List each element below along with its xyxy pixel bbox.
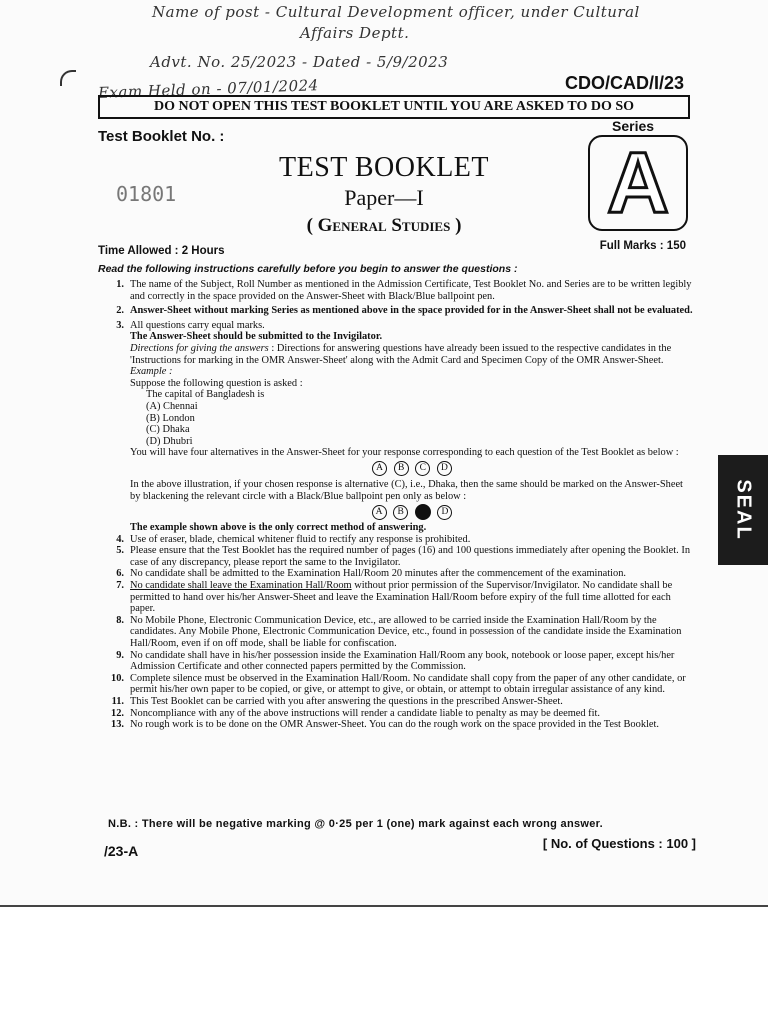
footer-code: /23-A — [104, 843, 139, 859]
example-question: The capital of Bangladesh is — [146, 389, 265, 401]
instruction-4: 4. Use of eraser, blade, chemical whitener fluid to rectify any response is prohibited. — [116, 533, 471, 545]
circle-d: D — [437, 461, 452, 476]
example-label: Example : — [130, 366, 173, 378]
seal-tab — [718, 455, 768, 565]
paper-name: Paper—I — [344, 185, 424, 210]
instruction-3: 3. All questions carry equal marks. — [116, 319, 265, 331]
instruction-3-submit: The Answer-Sheet should be submitted to the Invigilator. — [130, 331, 383, 343]
circle-b: B — [394, 461, 409, 476]
example-intro: Suppose the following question is asked : — [130, 377, 303, 389]
example-option-c: (C) Dhaka — [146, 424, 190, 436]
correct-method-note: The example shown above is the only correct method of answering. — [130, 522, 427, 534]
circle-a: A — [372, 461, 387, 476]
seal-label: SEAL — [732, 479, 755, 541]
handwritten-post-line1: Name of post - Cultural Development officer, under Cultural — [152, 3, 640, 21]
page-title: TEST BOOKLET — [278, 152, 490, 183]
circle-d-marked: D — [437, 505, 452, 520]
handwritten-post-line2: Affairs Deptt. — [300, 24, 410, 42]
number-of-questions: [ No. of Questions : 100 ] — [542, 836, 696, 851]
series-label: Series — [612, 118, 655, 134]
answer-circles-marked — [104, 504, 694, 520]
warning-banner: DO NOT OPEN THIS TEST BOOKLET UNTIL YOU ARE ASKED TO DO SO — [98, 95, 690, 119]
example-option-d: (D) Dhubri — [146, 435, 193, 447]
corner-mark — [60, 70, 76, 86]
handwritten-advt: Advt. No. 25/2023 - Dated - 5/9/2023 — [150, 53, 449, 71]
full-marks: Full Marks : 150 — [599, 240, 686, 252]
subject-name: ( General Studies ) — [306, 215, 462, 236]
circle-c: C — [415, 461, 430, 476]
instruction-6: 6. No candidate shall be admitted to the Examination Hall/Room 20 minutes after the commencement of the examination. — [116, 568, 627, 580]
instruction-5: 5. Please ensure that the Test Booklet has the required number of pages (16) and 100 questions immediately after opening the Booklet. In case of any discrepancy, please report the same to the Invigilator. — [116, 545, 691, 568]
instruction-3-directions: Directions for giving the answers : Directions for answering questions have already been issued to the respective candidates in the 'Instructions for marking in the OMR Answer-Sheet' along with the Admit Card and Specimen Copy of the OMR Answer-Sheet. — [130, 342, 672, 366]
handwritten-exam-date: Exam Held on - 07/01/2024 — [97, 76, 319, 102]
negative-marking-note: N.B. : There will be negative marking @ 0·25 per 1 (one) mark against each wrong answer. — [108, 818, 603, 830]
alternatives-text: You will have four alternatives in the Answer-Sheet for your response corresponding to each question of the Test Booklet as below : — [130, 447, 679, 459]
instruction-9: 9. No candidate shall have in his/her possession inside the Examination Hall/Room any book, notebook or loose paper, except his/her Admission Certificate and other connected papers permitted by the Commission. — [116, 649, 675, 673]
time-allowed: Time Allowed : 2 Hours — [98, 245, 225, 257]
circle-a-marked: A — [372, 505, 387, 520]
circle-b-marked: B — [393, 505, 408, 520]
example-option-a: (A) Chennai — [146, 400, 198, 412]
booklet-serial-number: 01801 — [116, 182, 177, 206]
instruction-2: 2. Answer-Sheet without marking Series as mentioned above in the space provided for in the Answer-Sheet shall not be evaluated. — [116, 305, 693, 317]
instruction-8: 8. No Mobile Phone, Electronic Communication Device, etc., are allowed to be carried inside the Examination Hall/Room by the candidates. Any Mobile Phone, Electronic Communication Device, etc., found in possession of the candidate inside the Examination Hall/Room, even if on off mode, shall be liable for confiscation. — [116, 614, 682, 650]
instruction-7: 7. No candidate shall leave the Examination Hall/Room without prior permission of the Supervisor/Invigilator. No candidate shall be permitted to hand over his/her Answer-Sheet and leave the Examination Hall/Room before expiry of the full time allotted for each paper. — [116, 580, 673, 615]
booklet-number-label: Test Booklet No. : — [98, 128, 225, 145]
instruction-1: 1. The name of the Subject, Roll Number as mentioned in the Admission Certificate, Test Booklet No. and Series are to be written legibly and correctly in the space provided on the Answer-Sheet with Black/Blue ballpoint pen. — [116, 279, 692, 302]
instruction-10: 10. Complete silence must be observed in the Examination Hall/Room. No candidate shall copy from the paper of any other candidate, or permit his/her own paper to be copied, or give, or attempt to give, or obtain, or attempt to obtain irregular assistance of any kind. — [111, 672, 686, 696]
example-option-b: (B) London — [146, 412, 195, 424]
answer-circles-blank — [104, 461, 694, 477]
series-letter: A — [606, 135, 670, 231]
instructions-list — [104, 279, 694, 731]
instruction-13: 13. No rough work is to be done on the OMR Answer-Sheet. You can do the rough work on the space provided in the Test Booklet. — [111, 719, 660, 731]
booklet-code: CDO/CAD/I/23 — [564, 73, 684, 93]
instruction-11: 11. This Test Booklet can be carried with you after answering the questions in the prescribed Answer-Sheet. — [111, 696, 563, 707]
instructions-intro: Read the following instructions carefully before you begin to answer the questions : — [98, 263, 518, 275]
instruction-12: 12. Noncompliance with any of the above instructions will render a candidate liable to penalty as may be deemed fit. — [111, 707, 601, 719]
circle-c-filled — [415, 504, 431, 520]
illustration-text: In the above illustration, if your chosen response is alternative (C), i.e., Dhaka, then the same should be marked on the Answer-Sheet by blackening the relevant circle with a Black/Blue ballpoint pen only as below : — [130, 478, 683, 502]
